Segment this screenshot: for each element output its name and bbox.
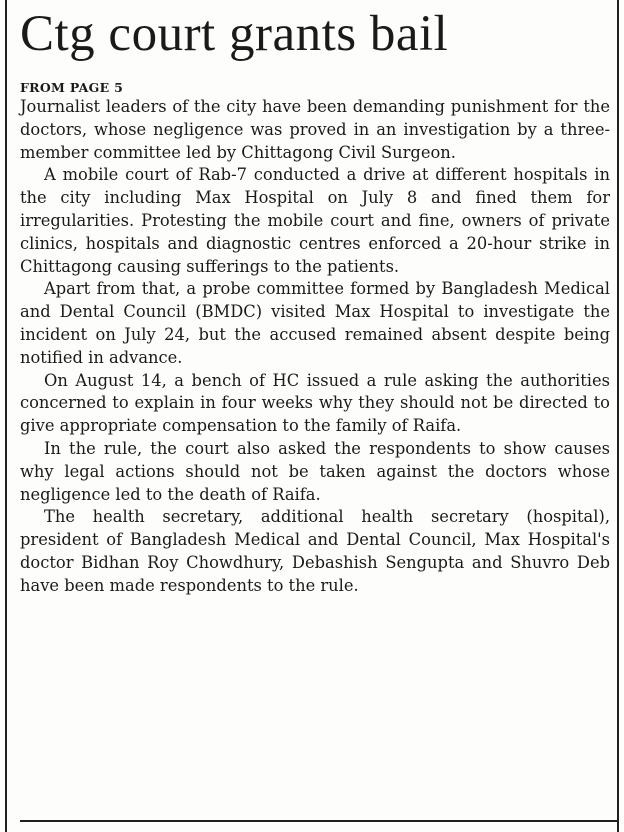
paragraph-3: Apart from that, a probe committee formed by Bangladesh Medical and Dental Council (BMDC) visited Max Hospital to investigate the incident on July 24, but the accused remained absent despite being notified in advance. [20,279,610,367]
paragraph-6: The health secretary, additional health secretary (hospital), president of Bangladesh Medical and Dental Council, Max Hospital's doctor Bidhan Roy Chowdhury, Debashish Sengupta and Shuvro Deb have been made respondents to the rule. [20,507,610,595]
jump-line: FROM PAGE 5 [20,80,124,95]
paragraph-4: On August 14, a bench of HC issued a rule asking the authorities concerned to explain in four weeks why they should not be directed to give appropriate compensation to the family of Raifa. [20,370,610,436]
column-rule-left [5,0,7,832]
article [20,4,610,598]
headline: Ctg court grants bail [20,6,449,62]
paragraph-2: A mobile court of Rab-7 conducted a drive at different hospitals in the city including Max Hospital on July 8 and fined them for irregularities. Protesting the mobile court and fine, owners of private clinics, hospitals and diagnostic centres enforced a 20-hour strike in Chittagong causing sufferings to the patients. [20,165,610,276]
paragraph-1: Journalist leaders of the city have been demanding punishment for the doctors, whose negligence was proved in an investigation by a three-member committee led by Chittagong Civil Surgeon. [20,97,610,162]
column-rule-right [617,0,619,832]
paragraph-5: In the rule, the court also asked the respondents to show causes why legal actions should not be taken against the doctors whose negligence led to the death of Raifa. [20,438,610,504]
bottom-rule [20,820,617,822]
